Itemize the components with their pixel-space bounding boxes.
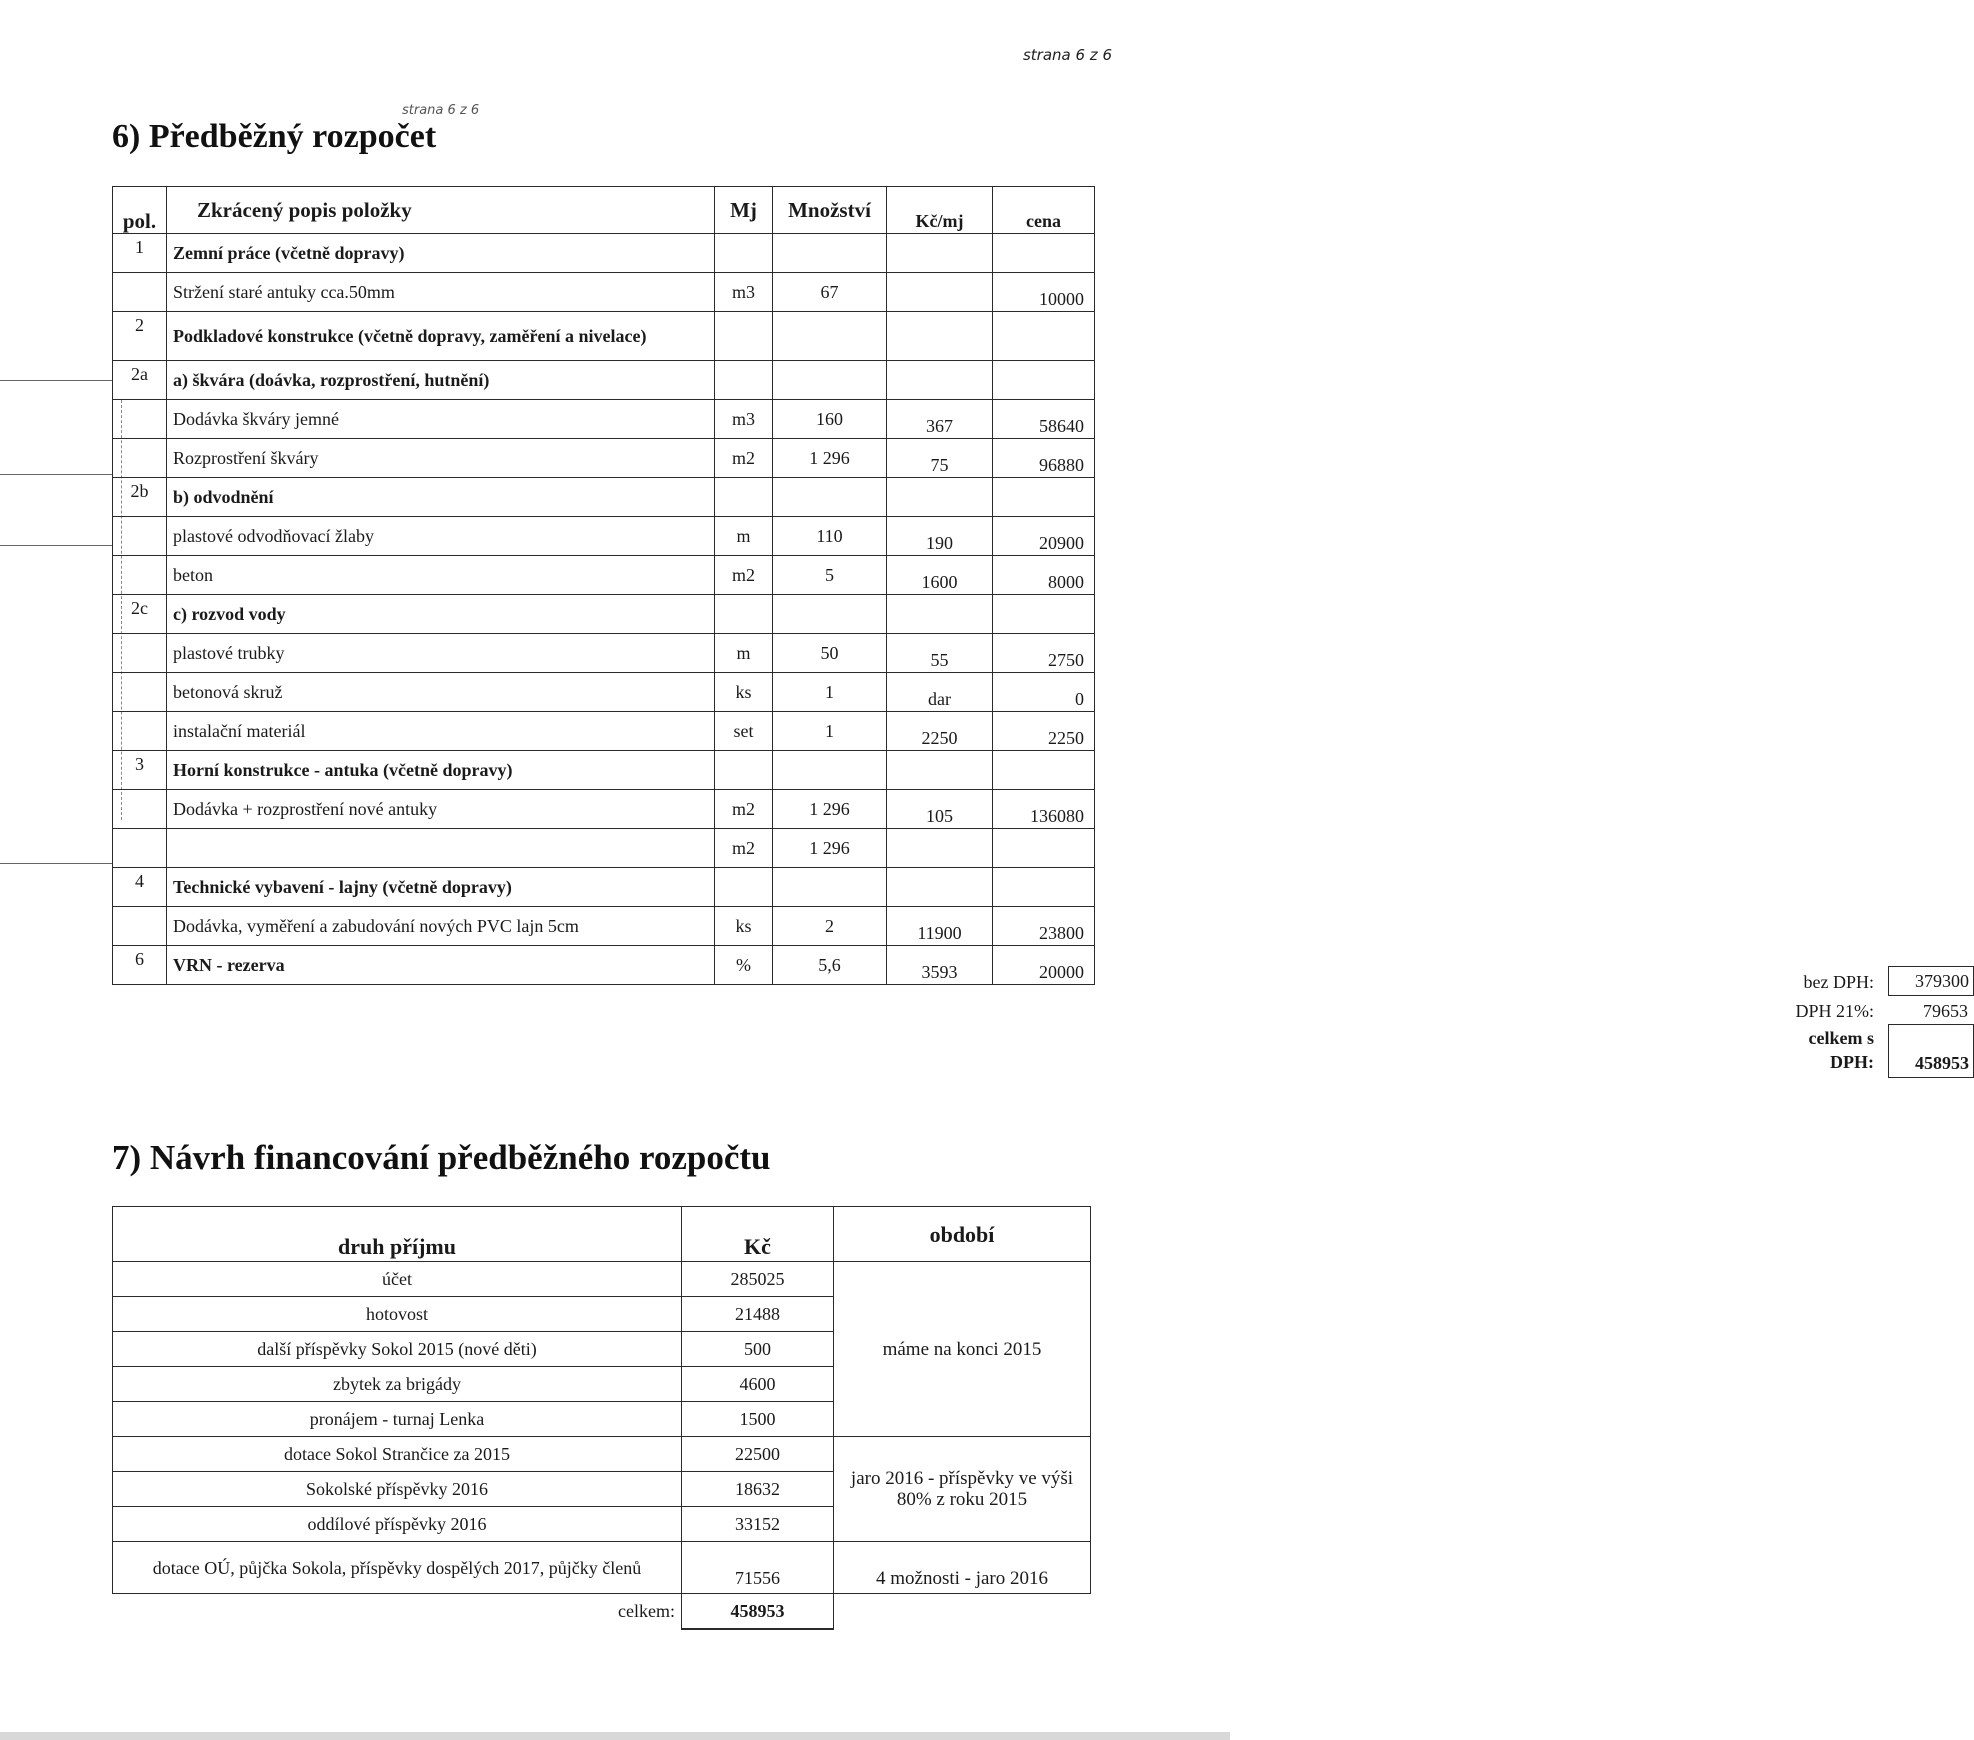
budget-kc-mj: 105 <box>887 790 993 829</box>
fin-period: jaro 2016 - příspěvky ve výši 80% z roku 2015 <box>834 1437 1091 1542</box>
budget-popis: c) rozvod vody <box>167 595 715 634</box>
total-dph-label: DPH 21%: <box>1795 1001 1874 1021</box>
budget-cena: 8000 <box>993 556 1095 595</box>
col-cena: cena <box>993 187 1095 234</box>
financing-total-row <box>113 1594 1091 1630</box>
budget-pol <box>113 273 167 312</box>
budget-mnozstvi <box>773 595 887 634</box>
budget-kc-mj: 11900 <box>887 907 993 946</box>
table-row <box>113 478 1095 517</box>
fin-druh: dotace Sokol Strančice za 2015 <box>113 1437 682 1472</box>
table-row <box>113 234 1095 273</box>
col-mj: Mj <box>715 187 773 234</box>
fin-druh: dotace OÚ, půjčka Sokola, příspěvky dospělých 2017, půjčky členů <box>113 1542 682 1594</box>
budget-pol <box>113 439 167 478</box>
col-kc-mj: Kč/mj <box>887 187 993 234</box>
budget-popis: Horní konstrukce - antuka (včetně dopravy) <box>167 751 715 790</box>
budget-cena <box>993 751 1095 790</box>
budget-kc-mj: 367 <box>887 400 993 439</box>
budget-mj: m <box>715 634 773 673</box>
budget-popis: b) odvodnění <box>167 478 715 517</box>
budget-cena: 10000 <box>993 273 1095 312</box>
budget-popis: beton <box>167 556 715 595</box>
budget-mnozstvi <box>773 312 887 361</box>
budget-kc-mj: dar <box>887 673 993 712</box>
budget-kc-mj <box>887 595 993 634</box>
fin-druh: hotovost <box>113 1297 682 1332</box>
total-celkem-label-1: celkem s <box>1808 1028 1874 1048</box>
budget-mnozstvi <box>773 751 887 790</box>
fin-kc: 33152 <box>682 1507 834 1542</box>
budget-cena <box>993 312 1095 361</box>
fin-kc: 22500 <box>682 1437 834 1472</box>
fin-kc: 285025 <box>682 1262 834 1297</box>
budget-mnozstvi: 110 <box>773 517 887 556</box>
col-mnozstvi: Množství <box>773 187 887 234</box>
scan-artifact-line <box>0 863 112 864</box>
budget-mj: ks <box>715 673 773 712</box>
budget-mnozstvi: 1 296 <box>773 829 887 868</box>
budget-mj: m3 <box>715 273 773 312</box>
table-row <box>113 751 1095 790</box>
budget-cena: 20000 <box>993 946 1095 985</box>
budget-pol <box>113 400 167 439</box>
budget-mnozstvi <box>773 234 887 273</box>
budget-mj: m <box>715 517 773 556</box>
section-6-title: 6) Předběžný rozpočet <box>112 118 437 155</box>
table-row <box>113 946 1095 985</box>
table-row <box>113 273 1095 312</box>
budget-mnozstvi: 5,6 <box>773 946 887 985</box>
budget-mnozstvi <box>773 478 887 517</box>
table-row <box>113 1542 1091 1594</box>
col-popis: Zkrácený popis položky <box>167 187 715 234</box>
table-row <box>113 712 1095 751</box>
col-pol: pol. <box>113 187 167 234</box>
budget-header-row <box>113 187 1095 234</box>
budget-pol <box>113 673 167 712</box>
budget-popis: Rozprostření škváry <box>167 439 715 478</box>
budget-mj <box>715 478 773 517</box>
budget-popis: Dodávka škváry jemné <box>167 400 715 439</box>
budget-mnozstvi <box>773 361 887 400</box>
table-row <box>113 312 1095 361</box>
budget-mj: m2 <box>715 556 773 595</box>
budget-cena <box>993 478 1095 517</box>
table-row <box>113 400 1095 439</box>
table-row <box>113 595 1095 634</box>
budget-mnozstvi <box>773 868 887 907</box>
budget-pol: 2 <box>113 312 167 361</box>
budget-mj: m2 <box>715 790 773 829</box>
budget-popis: Dodávka, vyměření a zabudování nových PVC lajn 5cm <box>167 907 715 946</box>
budget-popis: Podkladové konstrukce (včetně dopravy, zaměření a nivelace) <box>167 312 715 361</box>
scan-artifact-line <box>0 474 112 475</box>
budget-popis: plastové odvodňovací žlaby <box>167 517 715 556</box>
table-row <box>113 556 1095 595</box>
budget-pol: 4 <box>113 868 167 907</box>
fin-total-value: 458953 <box>682 1594 834 1630</box>
budget-pol: 2c <box>113 595 167 634</box>
budget-mj <box>715 751 773 790</box>
budget-cena: 23800 <box>993 907 1095 946</box>
budget-cena: 20900 <box>993 517 1095 556</box>
table-row <box>113 634 1095 673</box>
budget-pol <box>113 556 167 595</box>
scan-artifact-line <box>0 380 112 381</box>
budget-mnozstvi: 1 296 <box>773 790 887 829</box>
budget-mj: m2 <box>715 439 773 478</box>
table-row <box>113 439 1095 478</box>
budget-pol: 2b <box>113 478 167 517</box>
fin-period: 4 možnosti - jaro 2016 <box>834 1542 1091 1594</box>
budget-cena <box>993 361 1095 400</box>
budget-mj: ks <box>715 907 773 946</box>
table-row <box>113 673 1095 712</box>
fin-period: máme na konci 2015 <box>834 1262 1091 1437</box>
budget-cena: 96880 <box>993 439 1095 478</box>
budget-pol <box>113 634 167 673</box>
budget-cena: 2750 <box>993 634 1095 673</box>
total-celkem-value: 458953 <box>1888 1024 1974 1078</box>
budget-popis: a) škvára (doávka, rozprostření, hutnění) <box>167 361 715 400</box>
budget-pol: 1 <box>113 234 167 273</box>
budget-mnozstvi: 1 296 <box>773 439 887 478</box>
budget-kc-mj <box>887 868 993 907</box>
budget-pol <box>113 712 167 751</box>
col-kc: Kč <box>682 1207 834 1262</box>
budget-cena: 0 <box>993 673 1095 712</box>
table-row <box>113 1262 1091 1297</box>
col-druh: druh příjmu <box>113 1207 682 1262</box>
budget-kc-mj <box>887 361 993 400</box>
budget-mj <box>715 234 773 273</box>
budget-mnozstvi: 67 <box>773 273 887 312</box>
budget-kc-mj: 190 <box>887 517 993 556</box>
budget-mnozstvi: 50 <box>773 634 887 673</box>
total-dph-value: 79653 <box>1923 1001 1968 1021</box>
budget-pol <box>113 517 167 556</box>
scan-bottom-edge <box>0 1732 1230 1740</box>
fin-total-empty <box>834 1594 1091 1630</box>
budget-cena <box>993 234 1095 273</box>
budget-popis: plastové trubky <box>167 634 715 673</box>
scan-artifact-line <box>0 545 112 546</box>
fin-kc: 4600 <box>682 1367 834 1402</box>
fin-druh: pronájem - turnaj Lenka <box>113 1402 682 1437</box>
financing-table <box>112 1206 1091 1630</box>
table-row <box>113 907 1095 946</box>
fin-kc: 500 <box>682 1332 834 1367</box>
fin-druh: oddílové příspěvky 2016 <box>113 1507 682 1542</box>
fin-kc: 18632 <box>682 1472 834 1507</box>
budget-cena <box>993 829 1095 868</box>
budget-popis: VRN - rezerva <box>167 946 715 985</box>
budget-kc-mj: 2250 <box>887 712 993 751</box>
table-row <box>113 517 1095 556</box>
fin-druh: Sokolské příspěvky 2016 <box>113 1472 682 1507</box>
budget-popis: Zemní práce (včetně dopravy) <box>167 234 715 273</box>
budget-kc-mj: 3593 <box>887 946 993 985</box>
budget-mj: set <box>715 712 773 751</box>
table-row <box>113 829 1095 868</box>
budget-pol: 2a <box>113 361 167 400</box>
budget-mnozstvi: 160 <box>773 400 887 439</box>
budget-mj: % <box>715 946 773 985</box>
budget-kc-mj <box>887 234 993 273</box>
budget-mj: m3 <box>715 400 773 439</box>
table-row <box>113 1437 1091 1472</box>
budget-mj <box>715 595 773 634</box>
budget-pol <box>113 829 167 868</box>
budget-cena <box>993 868 1095 907</box>
budget-kc-mj <box>887 273 993 312</box>
fin-kc: 21488 <box>682 1297 834 1332</box>
budget-table <box>112 186 1095 985</box>
col-obdobi: období <box>834 1207 1091 1262</box>
total-bez-dph-label: bez DPH: <box>1803 972 1874 992</box>
budget-kc-mj: 1600 <box>887 556 993 595</box>
fin-druh: účet <box>113 1262 682 1297</box>
budget-mnozstvi: 5 <box>773 556 887 595</box>
budget-mnozstvi: 1 <box>773 712 887 751</box>
budget-kc-mj <box>887 751 993 790</box>
table-row <box>113 868 1095 907</box>
ghost-page-number: strana 6 z 6 <box>402 103 480 118</box>
budget-pol: 3 <box>113 751 167 790</box>
budget-mj: m2 <box>715 829 773 868</box>
budget-cena: 58640 <box>993 400 1095 439</box>
fin-kc: 1500 <box>682 1402 834 1437</box>
table-row <box>113 361 1095 400</box>
budget-mnozstvi: 1 <box>773 673 887 712</box>
budget-pol: 6 <box>113 946 167 985</box>
budget-mj <box>715 361 773 400</box>
fin-kc: 71556 <box>682 1542 834 1594</box>
budget-kc-mj <box>887 829 993 868</box>
budget-kc-mj <box>887 312 993 361</box>
budget-pol <box>113 907 167 946</box>
budget-cena: 2250 <box>993 712 1095 751</box>
table-row <box>113 790 1095 829</box>
budget-kc-mj: 75 <box>887 439 993 478</box>
financing-header-row <box>113 1207 1091 1262</box>
budget-pol <box>113 790 167 829</box>
page-number: strana 6 z 6 <box>1022 46 1112 64</box>
budget-kc-mj: 55 <box>887 634 993 673</box>
budget-popis: Stržení staré antuky cca.50mm <box>167 273 715 312</box>
budget-mj <box>715 868 773 907</box>
fin-total-label: celkem: <box>618 1601 675 1621</box>
budget-popis: Technické vybavení - lajny (včetně dopravy) <box>167 868 715 907</box>
budget-popis <box>167 829 715 868</box>
budget-mnozstvi: 2 <box>773 907 887 946</box>
total-celkem-label-2: DPH: <box>1830 1052 1874 1072</box>
total-bez-dph-value: 379300 <box>1888 966 1974 996</box>
budget-popis: instalační materiál <box>167 712 715 751</box>
budget-cena <box>993 595 1095 634</box>
budget-cena: 136080 <box>993 790 1095 829</box>
budget-mj <box>715 312 773 361</box>
fin-druh: zbytek za brigády <box>113 1367 682 1402</box>
section-7-title: 7) Návrh financování předběžného rozpočtu <box>112 1138 771 1177</box>
fin-druh: další příspěvky Sokol 2015 (nové děti) <box>113 1332 682 1367</box>
budget-popis: Dodávka + rozprostření nové antuky <box>167 790 715 829</box>
budget-popis: betonová skruž <box>167 673 715 712</box>
budget-kc-mj <box>887 478 993 517</box>
